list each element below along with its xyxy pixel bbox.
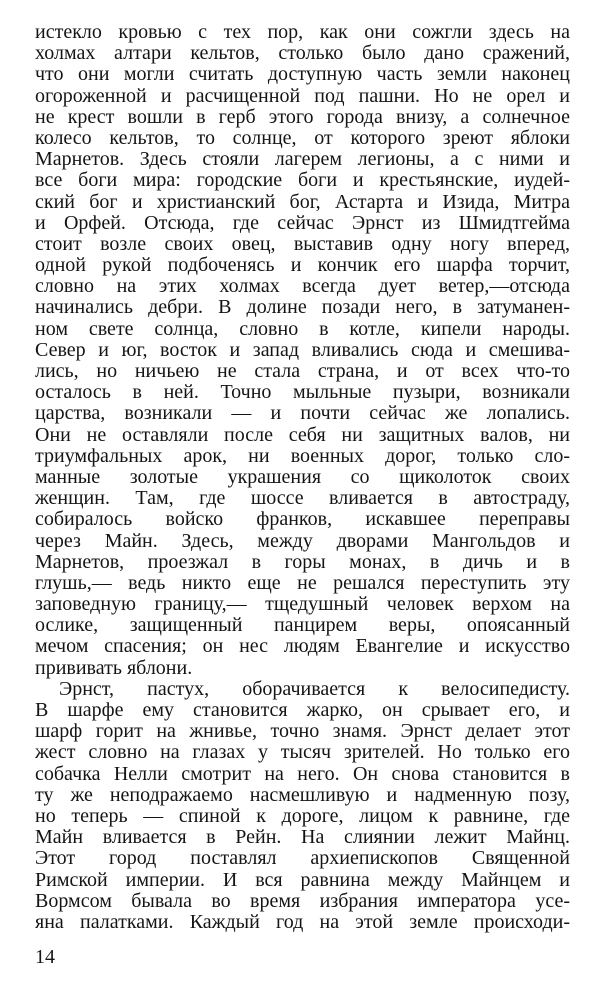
text-line: прививать яблони. [35,657,193,679]
text-line: глушь,— ведь никто еще не решался переступить эту [35,572,570,594]
text-line: через Майн. Здесь, между дворами Мангольдов и [35,530,570,552]
text-line: В шарфе ему становится жарко, он срывает его, и [35,700,570,721]
text-line: огороженной и расчищенной под пашни. Но не орел и [35,85,570,107]
paragraph [35,22,570,679]
text-line: лись, но ничьею не стала страна, и от всех что-то [35,361,570,382]
text-line: заповедную границу,— тщедушный человек верхом на [35,594,570,616]
text-line: яна палатками. Каждый год на этой земле происходи- [35,911,570,933]
page-number: 14 [35,946,55,968]
text-line: но теперь — спиной к дороге, лицом к равнине, где [35,805,570,827]
text-line: холмах алтари кельтов, столько было дано сражений, [35,43,570,65]
text-line: словно на этих холмах всегда дует ветер,—отсюда [35,276,570,298]
text-line: Они не оставляли после себя ни защитных валов, ни [35,424,570,446]
text-line: истекло кровью с тех пор, как они сожгли здесь на [35,22,570,43]
text-line: все боги мира: городские боги и крестьянские, иудей- [35,170,570,192]
text-line: ослике, защищенный панцирем веры, опоясанный [35,615,570,637]
text-line: колесо кельтов, то солнце, от которого зреют яблоки [35,127,570,149]
text-line: триумфальных арок, ни военных дорог, только сло- [35,445,570,467]
text-line: стоит возле своих овец, выставив одну ногу вперед, [35,233,570,255]
text-line: царства, возникали — и почти сейчас же лопались. [35,403,570,425]
text-line: собачка Нелли смотрит на него. Он снова становится в [35,763,570,785]
text-line: одной рукой подбоченясь и кончик его шарфа торчит, [35,255,570,277]
text-line: манные золотые украшения со щиколоток своих [35,466,570,488]
text-line: женщин. Там, где шоссе вливается в автостраду, [35,488,570,510]
text-line: шарф горит на жнивье, точно знамя. Эрнст делает этот [35,721,570,743]
text-line: ту же неподражаемо насмешливую и надменную позу, [35,784,570,806]
page-body-text [35,22,570,933]
text-line: Марнетов. Здесь стояли лагерем легионы, а с ними и [35,149,570,171]
text-line: осталось в ней. Точно мыльные пузыри, возникали [35,382,570,404]
text-line: не крест вошли в герб этого города внизу, а солнечное [35,106,570,128]
text-line: Эрнст, пастух, оборачивается к велосипедисту. [59,678,570,700]
text-line: жест словно на глазах у тысяч зрителей. Но только его [35,742,570,764]
text-line: мечом спасения; он нес людям Евангелие и искусство [35,636,570,658]
text-line: Римской империи. И вся равнина между Майнцем и [35,869,570,891]
paragraph [35,679,570,933]
text-line: Вормсом бывала во время избрания императора усе- [35,890,570,912]
text-line: Марнетов, проезжал в горы монах, в дичь и в [35,551,570,573]
text-line: что они могли считать доступную часть земли наконец [35,64,570,86]
text-line: Север и юг, восток и запад вливались сюда и смешива- [35,339,570,361]
text-line: ном свете солнца, словно в котле, кипели народы. [35,318,570,340]
text-line: ский бог и христианский бог, Астарта и Изида, Митра [35,191,570,213]
text-line: собиралось войско франков, искавшее переправы [35,509,570,531]
text-line: Этот город поставлял архиепископов Священной [35,848,570,870]
text-line: и Орфей. Отсюда, где сейчас Эрнст из Шмидтгейма [35,212,570,234]
text-line: начинались дебри. В долине позади него, в затуманен- [35,297,570,319]
text-line: Майн вливается в Рейн. На слиянии лежит Майнц. [35,827,570,849]
